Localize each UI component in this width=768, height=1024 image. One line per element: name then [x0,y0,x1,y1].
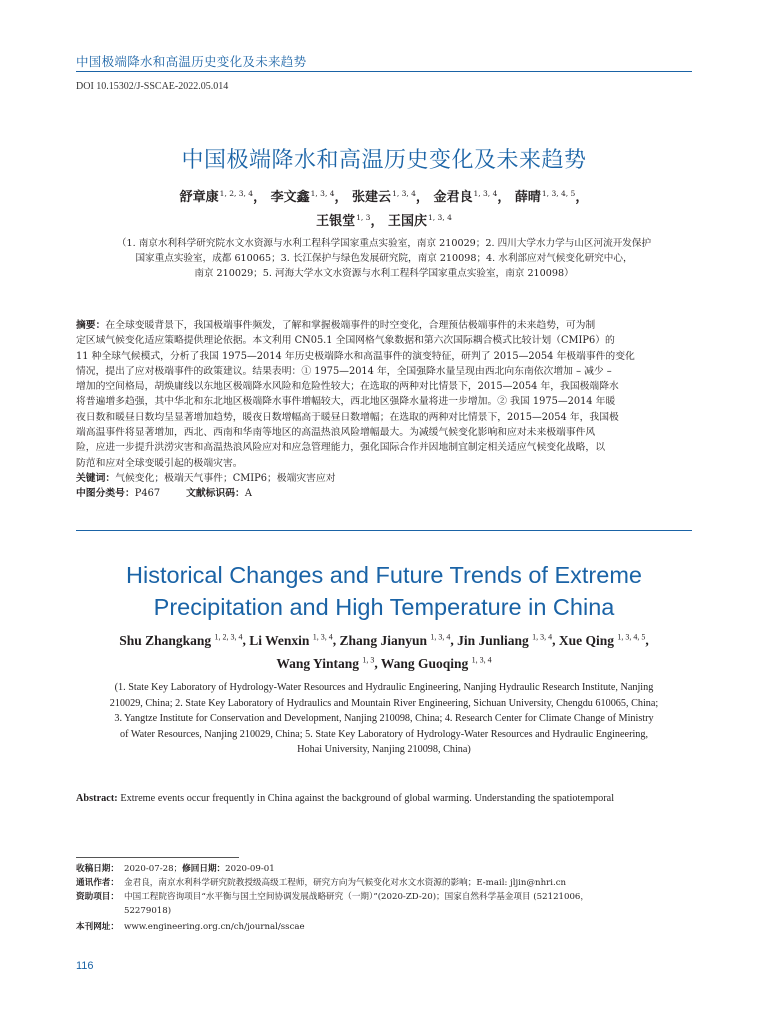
abstract-line: 增加的空间格局，胡焕庸线以东地区极端降水风险和危险性较大；在选取的两种对比情景下，2015—2054 年，我国极端降水 [76,381,619,393]
abstract-line: 情况，提出了应对极端事件的政策建议。结果表明：① 1975—2014 年，全国强降水量呈现由西北向东南依次增加 – 减少 – [76,365,612,377]
abstract-line: 11 种全球气候模式，分析了我国 1975—2014 年历史极端降水和高温事件的演变特征，研判了 2015—2054 年极端事件的变化 [76,350,635,362]
author: Wang Yintang $^{1, 3}$ [276,655,375,671]
abstract-label: 摘要： [76,320,106,331]
english-authors-line1: Shu Zhangkang $^{1, 2, 3, 4}$, Li Wenxin $^{1, 3, 4}$, Zhang Jianyun $^{1, 3, 4}$, Jin Junliang $^{1, 3, 4}$, Xue Qing $^{1, 3, 4, 5}$, [119,632,649,648]
author: 王银堂$^{1, 3}$ [316,212,371,229]
english-title-line: Precipitation and High Temperature in China [153,594,615,620]
footnotes [76,862,692,934]
funding-continued: 52279018) [124,906,172,916]
abstract-line: 险，应进一步提升洪涝灾害和高温热浪风险应对和应急管理能力，强化国际合作并因地制宜制定相关适应气候变化战略，以 [76,442,606,454]
abstract-line: 端高温事件将显著增加，西北、西南和华南等地区的高温热浪风险增幅最大。为减缓气候变化影响和应对未来极端事件风 [76,427,596,439]
author: Wang Guoqing $^{1, 3, 4}$ [380,655,492,671]
corresponding-author: 通讯作者： 金君良，南京水利科学研究院教授级高级工程师，研究方向为气候变化对水文水资源的影响；E-mail: jljin@nhri.cn [76,878,567,888]
english-affiliations [70,680,698,758]
author: Zhang Jianyun $^{1, 3, 4}$ [339,632,451,648]
keywords-label: 关键词： [76,472,116,484]
doi[interactable]: DOI 10.15302/J-SSCAE-2022.05.014 [76,81,229,92]
affiliation-line: （1. 南京水利科学研究院水文水资源与水利工程科学国家重点实验室，南京 210029；2. 四川大学水力学与山区河流开发保护 [116,238,652,249]
english-title [60,559,708,623]
keywords: 关键词：气候变化；极端天气事件；CMIP6；极端灾害应对 [76,472,336,484]
chinese-title: 中国极端降水和高温历史变化及未来趋势 [181,148,587,173]
doc-code-label: 文献标识码： [186,488,245,500]
journal-url-link[interactable]: www.engineering.org.cn/ch/journal/sscae [124,922,305,932]
abstract-line: 将普遍增多趋强，其中华北和东北地区极端降水事件增幅较大，西北地区强降水量将进一步增加。② 我国 1975—2014 年暖 [76,396,616,408]
abstract-line: 摘要：在全球变暖背景下，我国极端事件频发，了解和掌握极端事件的时空变化，合理预估极端事件的未来趋势，可为制 [76,320,596,331]
section-divider [76,530,692,531]
author: Li Wenxin $^{1, 3, 4}$ [249,632,333,648]
affiliation-line: 210029, China; 2. State Key Laboratory of Hydraulics and Mountain River Engineering, Sichuan University, Chengdu 610065, China; [109,697,659,709]
clc-label: 中图分类号： [76,488,135,500]
author: 张建云$^{1, 3, 4}$ [352,188,416,205]
affiliation-line: 国家重点实验室，成都 610065；3. 长江保护与绿色发展研究院，南京 210098；4. 水利部应对气候变化研究中心， [135,253,633,264]
author: Jin Junliang $^{1, 3, 4}$ [457,632,553,648]
affiliation-line: 3. Yangtze Institute for Conservation and Development, Nanjing 210098, China; 4. Research Center for Climate Change of Ministry [114,713,654,724]
abstract-line: 防范和应对全球变暖引起的极端灾害。 [76,457,243,469]
chinese-affiliations [86,236,682,281]
chinese-authors-line2: 王银堂$^{1, 3}$， 王国庆$^{1, 3, 4}$ [316,212,452,229]
affiliation-line: of Water Resources, Nanjing 210029, China; 5. State Key Laboratory of Hydrology-Water Resources and Hydraulic Engineering, [119,728,649,740]
affiliation-line: 南京 210029；5. 河海大学水文水资源与水利工程科学国家重点实验室，南京 210098） [194,268,574,279]
chinese-abstract [76,318,688,502]
header-divider [76,71,692,72]
page-number: 116 [76,960,94,972]
english-title-line: Historical Changes and Future Trends of Extreme [126,562,642,588]
affiliation-line: Hohai University, Nanjing 210098, China) [297,744,471,755]
received-dates: 收稿日期： 2020-07-28；修回日期：2020-09-01 [76,864,275,874]
english-authors-line2: Wang Yintang $^{1, 3}$, Wang Guoqing $^{1, 3, 4}$ [276,655,492,671]
abstract-label: Abstract: [76,793,118,804]
author: 王国庆$^{1, 3, 4}$ [388,212,452,229]
author: 金君良$^{1, 3, 4}$ [433,188,498,205]
classification: 中图分类号：P467 文献标识码：A [76,488,252,500]
english-abstract: Abstract: Extreme events occur frequently in China against the background of global warming. Understanding the spatiotemporal [76,793,615,804]
footnote-divider [76,857,239,858]
author: 李文鑫$^{1, 3, 4}$ [270,188,335,205]
author: 薛晴$^{1, 3, 4, 5}$ [514,188,576,205]
author: Xue Qing $^{1, 3, 4, 5}$ [558,632,646,648]
funding: 资助项目： 中国工程院咨询项目“水平衡与国土空间协调发展战略研究（一期）”(2020-ZD-20)；国家自然科学基金项目 (52121006， [76,892,589,902]
abstract-line: 定区域气候变化适应策略提供理论依据。本文利用 CN05.1 全国网格气象数据和第六次国际耦合模式比较计划（CMIP6）的 [76,335,615,347]
chinese-authors-line1: 舒章康$^{1, 2, 3, 4}$， 李文鑫$^{1, 3, 4}$， 张建云$^{1, 3, 4}$， 金君良$^{1, 3, 4}$， 薛晴$^{1, 3, 4, 5}$， [179,188,589,205]
affiliation-line: (1. State Key Laboratory of Hydrology-Water Resources and Hydraulic Engineering, Nanjing Hydraulic Research Institute, Nanjing [114,682,654,693]
journal-url: 本刊网址： www.engineering.org.cn/ch/journal/sscae [76,920,692,934]
abstract-line: 夜日数和暖昼日数均呈显著增加趋势，暖夜日数增幅高于暖昼日数增幅；在选取的两种对比情景下，2015—2054 年，我国极 [76,411,619,423]
author: 舒章康$^{1, 2, 3, 4}$ [179,188,254,205]
running-head-title: 中国极端降水和高温历史变化及未来趋势 [76,54,307,69]
author: Shu Zhangkang $^{1, 2, 3, 4}$ [119,632,243,648]
